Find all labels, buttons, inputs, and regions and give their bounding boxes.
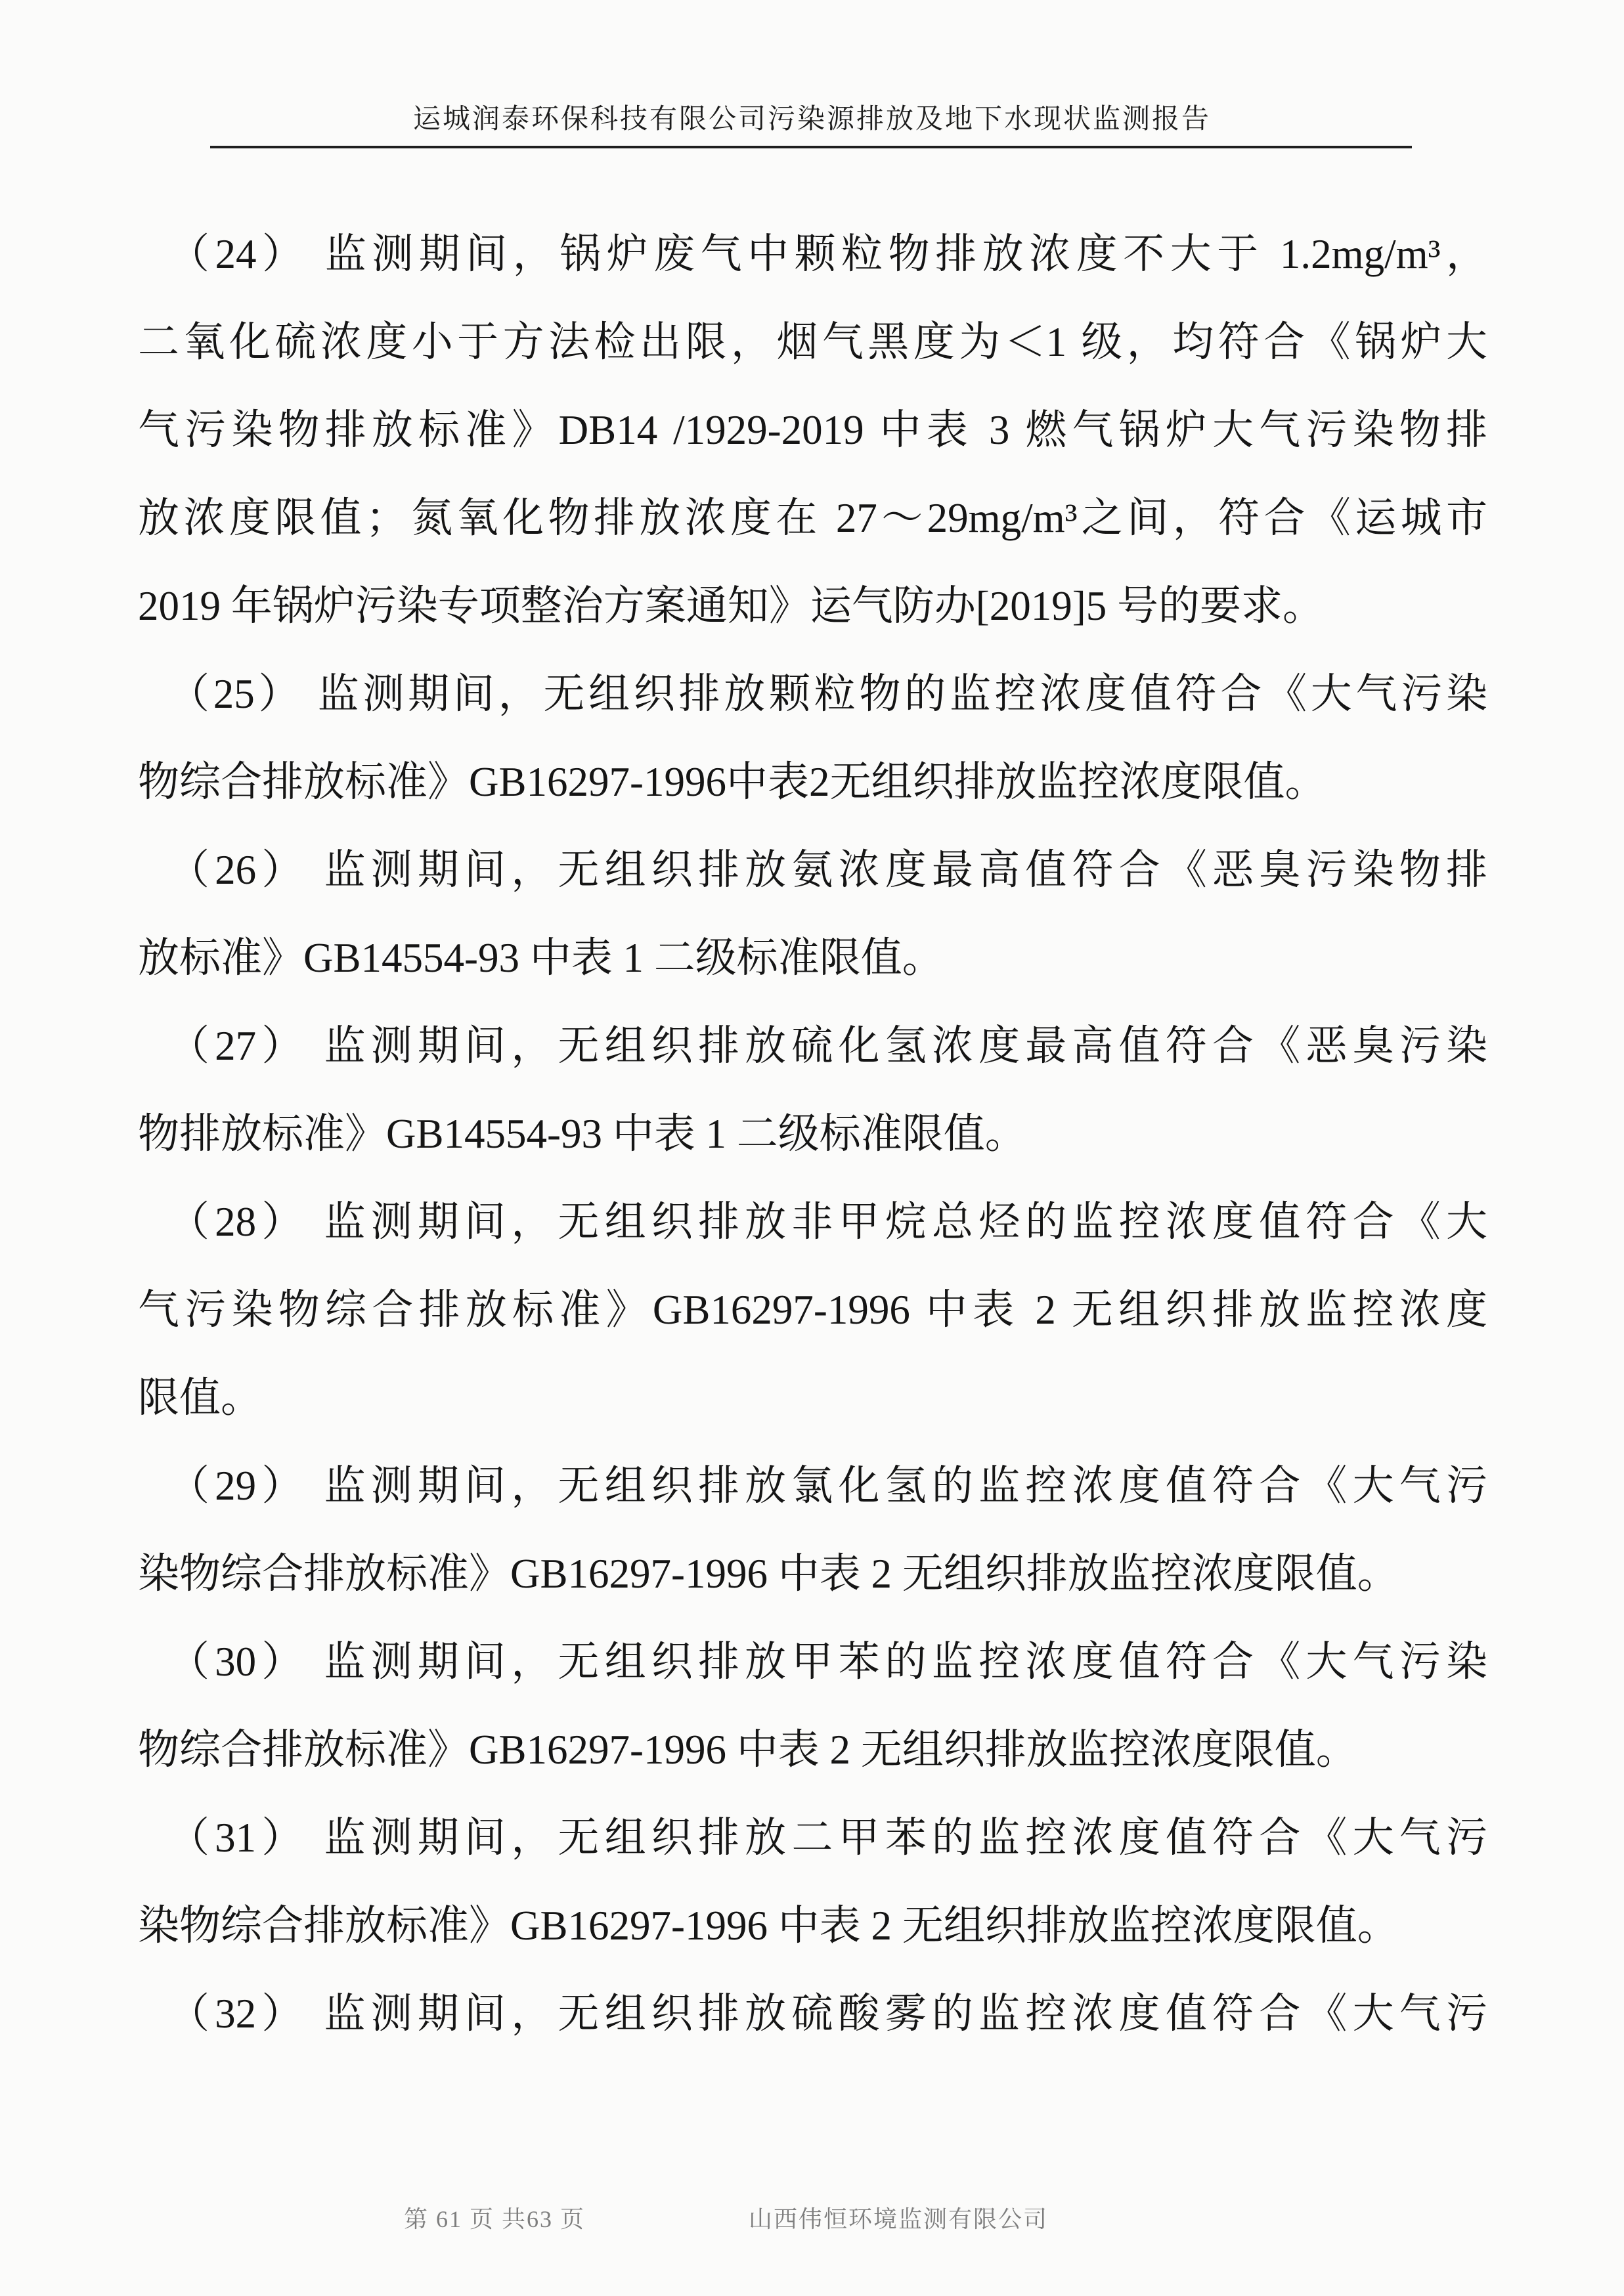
footer-page-number: 第 61 页 共63 页 <box>404 2206 586 2232</box>
paragraph-line: 物排放标准》GB14554-93 中表 1 二级标准限值。 <box>138 1111 1026 1157</box>
paragraph-line: 物综合排放标准》GB16297-1996中表2无组织排放监控浓度限值。 <box>138 759 1327 805</box>
paragraph-line: （30） 监测期间，无组织排放甲苯的监控浓度值符合《大气污染 <box>168 1639 1487 1685</box>
paragraph-line: 放标准》GB14554-93 中表 1 二级标准限值。 <box>138 935 944 981</box>
paragraph-line: （27） 监测期间，无组织排放硫化氢浓度最高值符合《恶臭污染 <box>168 1023 1487 1069</box>
paragraph-line: 二氧化硫浓度小于方法检出限，烟气黑度为＜1 级，均符合《锅炉大 <box>138 319 1487 365</box>
paragraph-line: 染物综合排放标准》GB16297-1996 中表 2 无组织排放监控浓度限值。 <box>138 1551 1399 1597</box>
paragraph-line: （29） 监测期间，无组织排放氯化氢的监控浓度值符合《大气污 <box>168 1463 1487 1509</box>
paragraph-line: （26） 监测期间，无组织排放氨浓度最高值符合《恶臭污染物排 <box>168 847 1487 893</box>
paragraph-line: 气污染物综合排放标准》GB16297-1996 中表 2 无组织排放监控浓度 <box>138 1287 1487 1333</box>
header-rule <box>210 146 1412 148</box>
paragraph-line: 气污染物排放标准》DB14 /1929-2019 中表 3 燃气锅炉大气污染物排 <box>138 407 1487 453</box>
paragraph-line: （24） 监测期间，锅炉废气中颗粒物排放浓度不大于 1.2mg/m³， <box>168 231 1487 277</box>
footer-company: 山西伟恒环境监测有限公司 <box>749 2206 1049 2232</box>
paragraph-line: 染物综合排放标准》GB16297-1996 中表 2 无组织排放监控浓度限值。 <box>138 1903 1399 1949</box>
page-header-title: 运城润泰环保科技有限公司污染源排放及地下水现状监测报告 <box>412 104 1211 135</box>
report-body <box>138 210 1487 2058</box>
page-footer <box>0 2201 1624 2240</box>
paragraph-line: （25） 监测期间，无组织排放颗粒物的监控浓度值符合《大气污染 <box>168 671 1487 717</box>
paragraph-line: （32） 监测期间，无组织排放硫酸雾的监控浓度值符合《大气污 <box>168 1991 1487 2037</box>
paragraph-line: （28） 监测期间，无组织排放非甲烷总烃的监控浓度值符合《大 <box>168 1199 1487 1245</box>
paragraph-line: 2019 年锅炉污染专项整治方案通知》运气防办[2019]5 号的要求。 <box>138 583 1324 629</box>
paragraph-line: 放浓度限值；氮氧化物排放浓度在 27～29mg/m³之间，符合《运城市 <box>138 495 1487 541</box>
paragraph-line: （31） 监测期间，无组织排放二甲苯的监控浓度值符合《大气污 <box>168 1815 1487 1861</box>
paragraph-line: 物综合排放标准》GB16297-1996 中表 2 无组织排放监控浓度限值。 <box>138 1727 1357 1773</box>
paragraph-line: 限值。 <box>138 1375 262 1421</box>
